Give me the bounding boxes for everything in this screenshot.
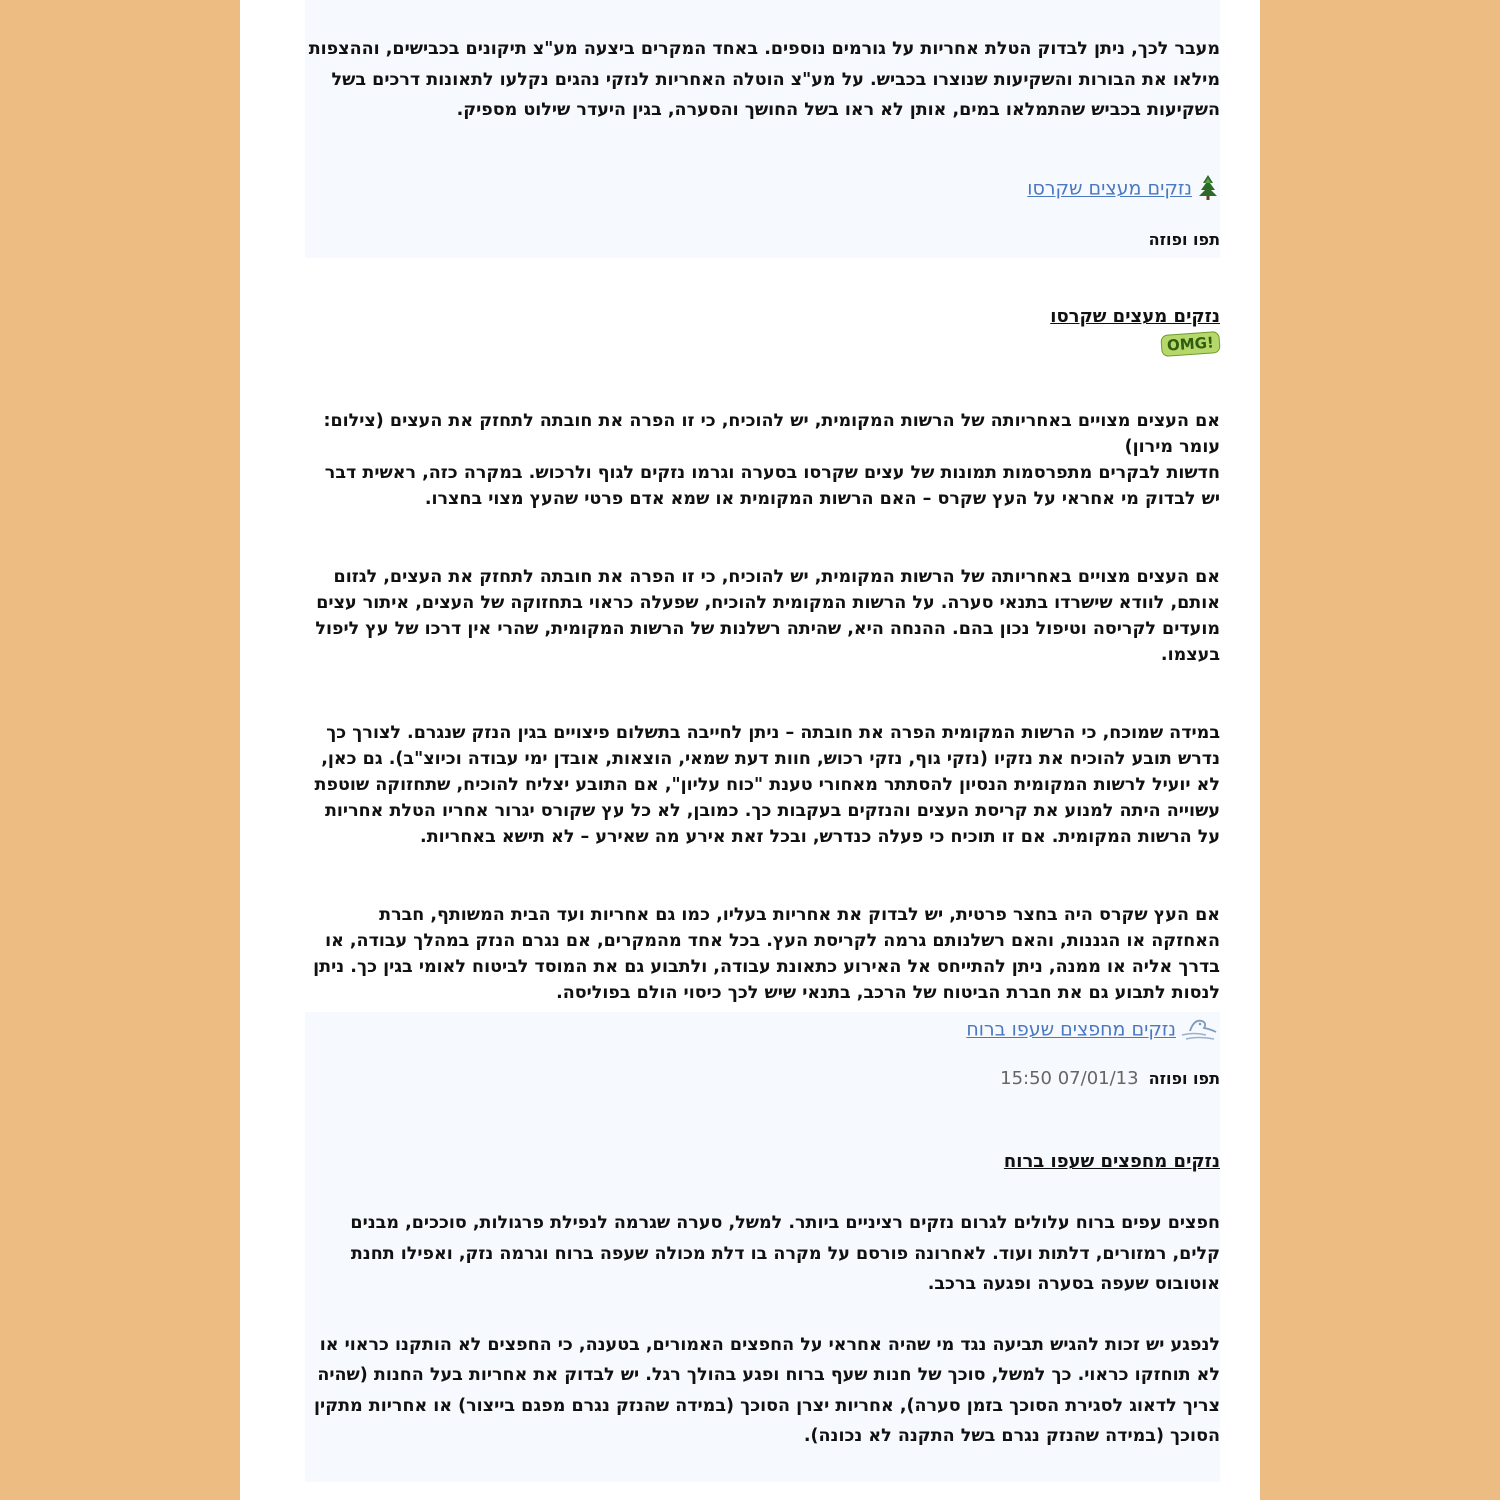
wind-link[interactable]: נזקים מחפצים שעפו ברוח bbox=[966, 1018, 1176, 1041]
document-page bbox=[240, 0, 1260, 1500]
wind-section-body bbox=[305, 1208, 1220, 1452]
tree-icon bbox=[1196, 174, 1220, 205]
wind-author: תפו ופוזה bbox=[1148, 1069, 1220, 1088]
wind-link-row bbox=[305, 1015, 1220, 1046]
omg-badge-row bbox=[305, 333, 1220, 355]
trees-section-title: נזקים מעצים שקרסו bbox=[1050, 306, 1220, 327]
top-paragraph: מעבר לכך, ניתן לבדוק הטלת אחריות על גורמים נוספים. באחד המקרים ביצעה מע"צ תיקונים בכבישים, וההצפות מילאו את הבורות והשקיעות שנוצרו בכביש. על מע"צ הוטלה האחריות לנזקי נהגים נקלעו לתאונות דרכים בשל השקיעות בכביש שהתמלאו במים, אותן לא ראו בשל החושך והסערה, בגין היעדר שילוט מספיק. bbox=[308, 39, 1220, 120]
wind-section-title: נזקים מחפצים שעפו ברוח bbox=[1003, 1151, 1220, 1172]
wind-paragraph-1: חפצים עפים ברוח עלולים לגרום נזקים רציניים ביותר. למשל, סערה שגרמה לנפילת פרגולות, סוככים, מבנים קלים, רמזורים, דלתות ועוד. לאחרונה פורסם על מקרה בו דלת מכולה שעפה ברוח וגרמה נזק, ואפילו תחנת אוטובוס שעפה בסערה ופגעה ברכב. bbox=[350, 1213, 1220, 1294]
trees-paragraph-3: במידה שמוכח, כי הרשות המקומית הפרה את חובתה – ניתן לחייבה בתשלום פיצויים בגין הנזק שנגרם. לצורך כך נדרש תובע להוכיח את נזקיו (נזקי גוף, נזקי רכוש, חוות דעת שמאי, הוצאות, אובדן ימי עבודה וכיוצ"ב). גם כאן, לא יועיל לרשות המקומית הנסיון להסתתר מאחורי טענת "כוח עליון", אם התובע יצליח להוכיח, שתחזוקה שוטפת עשוייה היתה למנוע את קריסת העצים והנזקים בעקבות כך. כמובן, לא כל עץ שקורס יגרור אחריו הטלת אחריות על הרשות המקומית. אם זו תוכיח כי פעלה כנדרש, ובכל זאת אירע מה שאירע – לא תישא באחריות. bbox=[314, 723, 1220, 847]
trees-link[interactable]: נזקים מעצים שקרסו bbox=[1027, 177, 1192, 200]
trees-link-row bbox=[305, 174, 1220, 205]
trees-paragraph-2: אם העצים מצויים באחריותה של הרשות המקומית, יש להוכיח, כי זו הפרה את חובתה לתחזק את העצים, לגזום אותם, לוודא שישרדו בתנאי סערה. על הרשות המקומית להוכיח, שפעלה כראוי בתחזוקה של העצים, איתור עצים מועדים לקריסה וטיפול נכון בהם. ההנחה היא, שהיתה רשלנות של הרשות המקומית, שהרי אין דרכו של עץ ליפול בעצמו. bbox=[315, 567, 1220, 665]
wind-meta-row bbox=[305, 1068, 1220, 1089]
top-author: תפו ופוזה bbox=[1148, 230, 1220, 249]
top-section bbox=[305, 34, 1220, 126]
omg-badge: OMG! bbox=[1160, 331, 1220, 357]
trees-section-body bbox=[305, 382, 1220, 1032]
trees-paragraph-4: אם העץ שקרס היה בחצר פרטית, יש לבדוק את אחריות בעליו, כמו גם אחריות ועד הבית המשותף, חברת האחזקה או הגננות, והאם רשלנותם גרמה לקריסת העץ. בכל אחד מהמקרים, אם נגרם הנזק במהלך עבודה, או בדרך אליה או ממנה, ניתן להתייחס אל האירוע כתאונת עבודה, ולתבוע גם את המוסד לביטוח לאומי בגין כך. ניתן לנסות לתבוע גם את חברת הביטוח של הרכב, בתנאי שיש לכך כיסוי הולם בפוליסה. bbox=[313, 905, 1220, 1003]
wind-timestamp: 07/01/13 15:50 bbox=[1000, 1068, 1139, 1089]
wind-paragraph-2: לנפגע יש זכות להגיש תביעה נגד מי שהיה אחראי על החפצים האמורים, בטענה, כי החפצים לא הותקנו כראוי או לא תוחזקו כראוי. כך למשל, סוכך של חנות שעף ברוח ופגע בהולך רגל. יש לבדוק את אחריות בעל החנות (שהיה צריך לדאוג לסגירת הסוכך בזמן סערה), אחריות יצרן הסוכך (במידה שהנזק נגרם מפגם בייצור) או אחריות מתקין הסוכך (במידה שהנזק נגרם בשל התקנה לא נכונה). bbox=[314, 1334, 1220, 1446]
trees-paragraph-1: אם העצים מצויים באחריותה של הרשות המקומית, יש להוכיח, כי זו הפרה את חובתה לתחזק את העצים (צילום: עומר מירון) חדשות לבקרים מתפרסמות תמונות של עצים שקרסו בסערה וגרמו נזקים לגוף ולרכוש. במקרה כזה, ראשית דבר יש לבדוק מי אחראי על העץ שקרס – האם הרשות המקומית או שמא אדם פרטי שהעץ מצוי בחצרו. bbox=[323, 411, 1220, 509]
wind-icon bbox=[1180, 1015, 1220, 1046]
